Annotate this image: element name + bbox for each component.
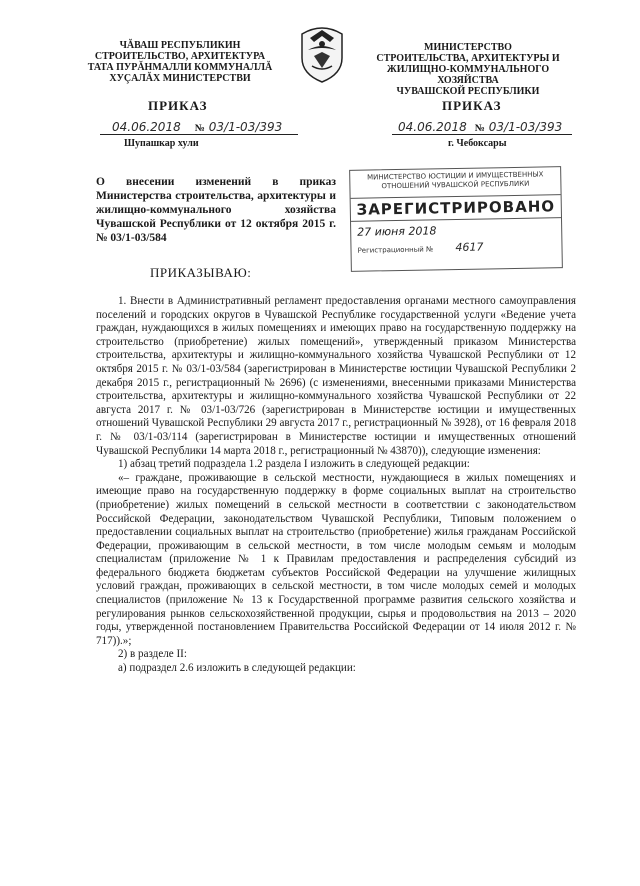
order-heading-left: ПРИКАЗ	[148, 98, 208, 113]
document-title: О внесении изменений в приказ Министерства строительства, архитектуры и жилищно-коммунального хозяйства Чувашской Республики от 12 октября 2015 г. № 03/1-03/584	[96, 176, 336, 244]
paragraph: «– граждане, проживающие в сельской местности, нуждающиеся в жилых помещениях и имеющие право на государственную поддержку в форме социальных выплат на строительство (приобретение) жилых помещений в сельской местности в соответствии с законодательством Российской Федерации, законодательством Чувашской Республики, Типовым положением о предоставлении социальных выплат на строительство (приобретение) жилья гражданам Российской Федерации, проживающим в сельской местности, в том числе молодым семьям и молодым специалистам (приложение № 1 к Правилам предоставления и распределения субсидий из федерального бюджета бюджетам субъектов Российской Федерации на улучшение жилищных условий граждан, проживающих в сельской местности, в том числе молодых семей и молодых специалистов (приложение № 13 к Государственной программе развития сельского хозяйства и регулирования рынков сельскохозяйственной продукции, сырья и продовольствия на 2013 – 2020 годы, утвержденной постановлением Правительства Российской Федерации от 14 июля 2012 г. № 717)).»;	[96, 471, 576, 647]
order-number-right: 03/1-03/393	[488, 120, 563, 134]
ministry-name-line: ЧУВАШСКОЙ РЕСПУБЛИКИ	[396, 86, 540, 97]
city-right: г. Чебоксары	[448, 138, 507, 149]
stamp-registered: ЗАРЕГИСТРИРОВАНО	[351, 194, 561, 222]
order-date-left: 04.06.2018	[112, 120, 181, 134]
paragraph: 1) абзац третий подраздела 1.2 раздела I изложить в следующей редакции:	[118, 458, 470, 471]
number-sign: №	[194, 123, 205, 134]
stamp-org	[350, 167, 560, 192]
ministry-name-line: СТРОИТЕЛЬСТВА, АРХИТЕКТУРЫ И	[376, 53, 560, 64]
paragraph: 1. Внести в Административный регламент предоставления органами местного самоуправления поселений и городских округов в Чувашской Республике государственной услуги «Ведение учета граждан, нуждающихся в жилых помещениях и имеющих право на государственную поддержку на строительство (приобретение) жилых помещений», утвержденный приказом Министерства строительства, архитектуры и жилищно-коммунального хозяйства Чувашской Республики от 12 октября 2015 г. № 03/1-03/584 (зарегистрирован в Министерстве юстиции Чувашской Республики 2 декабря 2015 г., регистрационный № 2696) (с изменениями, внесенными приказами Министерства строительства, архитектуры и жилищно-коммунального хозяйства Чувашской Республики от 22 августа 2017 г. № 03/1-03/726 (зарегистрирован в Министерстве юстиции и имущественных отношений Чувашской Республики 29 августа 2017 г., регистрационный № 3928), от 16 февраля 2018 г. № 03/1-03/114 (зарегистрирован в Министерстве юстиции и имущественных отношений Чувашской Республики 14 марта 2018 г., регистрационный № 43870)), следующие изменения:	[96, 295, 576, 457]
ministry-name-line: СТРОИТЕЛЬСТВО, АРХИТЕКТУРА	[94, 51, 266, 62]
ministry-name-chuvash	[80, 40, 280, 84]
ministry-name-line: ЧĂВАШ РЕСПУБЛИКИН	[119, 40, 241, 51]
ministry-name-line: МИНИСТЕРСТВО	[424, 42, 512, 53]
ministry-name-line: ТАТА ПУРĂНМАЛЛИ КОММУНАЛЛĂ	[87, 62, 273, 73]
stamp-org-line: МИНИСТЕРСТВО ЮСТИЦИИ И ИМУЩЕСТВЕННЫХ	[367, 170, 544, 182]
ministry-name-line: ЖИЛИЩНО-КОММУНАЛЬНОГО ХОЗЯЙСТВА	[386, 64, 550, 86]
order-number-line-right	[392, 118, 572, 135]
stamp-date: 27 июня 2018	[357, 224, 437, 239]
stamp-org-line: ОТНОШЕНИЙ ЧУВАШСКОЙ РЕСПУБЛИКИ	[381, 179, 530, 191]
order-directive: ПРИКАЗЫВАЮ:	[150, 265, 252, 280]
order-date-right: 04.06.2018	[398, 120, 467, 134]
paragraph: 2) в разделе II:	[118, 648, 187, 661]
paragraph: а) подраздел 2.6 изложить в следующей редакции:	[118, 662, 356, 675]
ministry-name-line: ХУÇАЛĂХ МИНИСТЕРСТВИ	[109, 73, 251, 84]
city-left: Шупашкар хули	[124, 138, 199, 149]
order-number-line-left	[100, 118, 298, 135]
registration-stamp	[349, 166, 563, 272]
order-number-left: 03/1-03/393	[208, 120, 283, 134]
document-body	[96, 295, 576, 676]
stamp-reg-label: Регистрационный №	[357, 245, 434, 255]
stamp-reg-number: 4617	[455, 240, 484, 255]
number-sign: №	[474, 123, 485, 134]
ministry-name-russian	[368, 42, 568, 97]
order-heading-right: ПРИКАЗ	[442, 98, 502, 113]
coat-of-arms-icon	[296, 20, 348, 84]
